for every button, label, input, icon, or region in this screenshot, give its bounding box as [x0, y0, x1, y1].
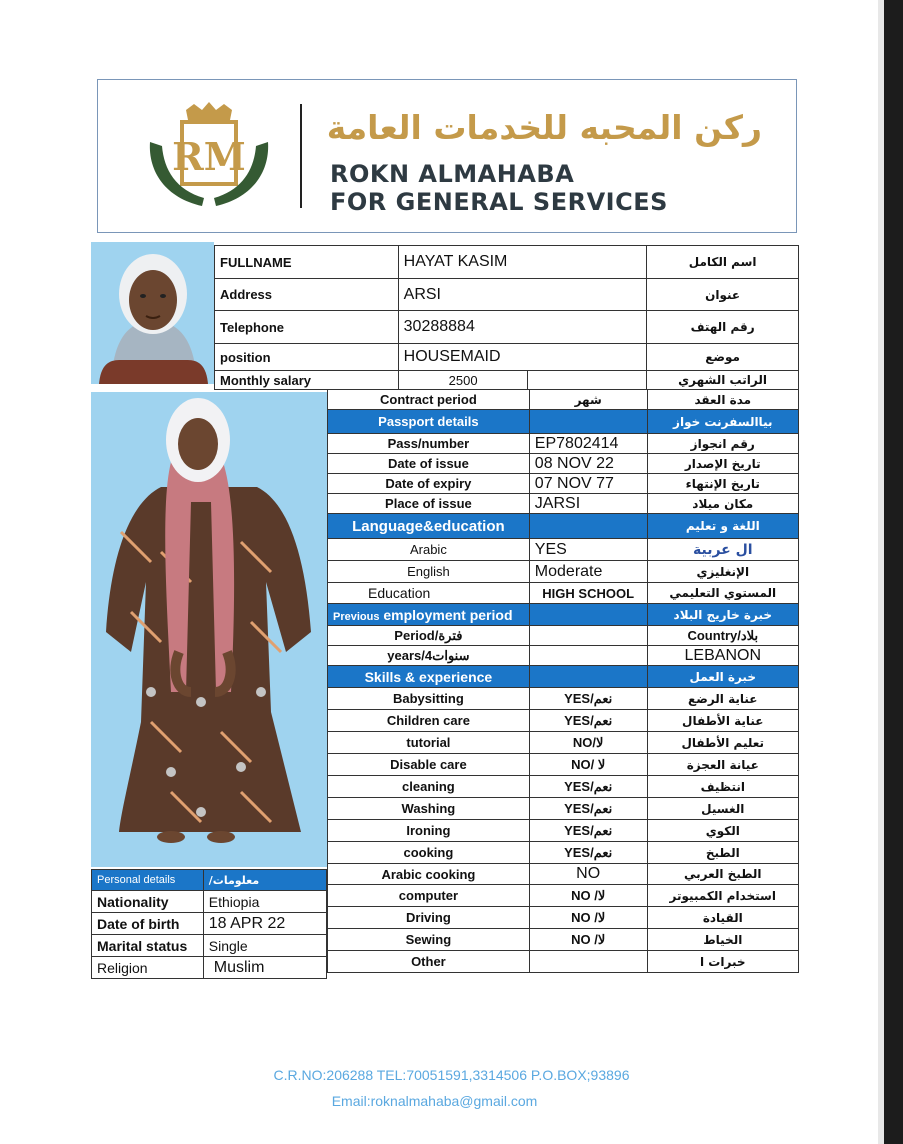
row-years — [328, 646, 799, 666]
skill-label-ar: عيانة العجزة — [647, 754, 798, 776]
footer-contact: C.R.NO:206288 TEL:70051591,3314506 P.O.BOX;93896 — [273, 1067, 630, 1083]
employment-title — [328, 604, 530, 626]
skill-row — [328, 798, 799, 820]
skill-value: NO — [529, 864, 647, 885]
value-marital: Single — [203, 935, 326, 957]
full-body-photo — [91, 392, 327, 867]
value-telephone: 30288884 — [398, 311, 647, 344]
skill-label-ar: عناية الرضع — [647, 688, 798, 710]
skill-label-ar: القيادة — [647, 907, 798, 929]
skill-label: tutorial — [328, 732, 530, 754]
skill-value: YES/نعم — [529, 776, 647, 798]
company-name-ar: ركن المحبه للخدمات العامة — [326, 108, 762, 147]
row-period — [328, 626, 799, 646]
value-nationality: Ethiopia — [203, 891, 326, 913]
skill-label: computer — [328, 885, 530, 907]
details-table — [327, 389, 799, 973]
value-position: HOUSEMAID — [398, 344, 647, 371]
label-nationality: Nationality — [92, 891, 204, 913]
label-place-ar: مكان ميلاد — [647, 494, 798, 514]
row-english — [328, 561, 799, 583]
skill-label: Babysitting — [328, 688, 530, 710]
portrait-photo — [91, 242, 214, 384]
salary-table — [214, 370, 799, 390]
row-telephone — [215, 311, 799, 344]
employment-header — [328, 604, 799, 626]
skill-row — [328, 776, 799, 798]
label-issue: Date of issue — [328, 454, 530, 474]
label-passnumber-ar: رقم انجواز — [647, 434, 798, 454]
skill-value: YES/نعم — [529, 820, 647, 842]
value-contract: شهر — [529, 390, 647, 410]
value-english: Moderate — [529, 561, 647, 583]
footer-email[interactable]: Email:roknalmahaba@gmail.com — [331, 1093, 538, 1109]
label-position-ar: موضع — [647, 344, 799, 371]
personal-title: Personal details — [92, 870, 204, 891]
employment-title-main: employment period — [383, 606, 513, 623]
label-english-ar: الإنغليزي — [647, 561, 798, 583]
personal-header — [92, 870, 327, 891]
skill-value: YES/نعم — [529, 688, 647, 710]
row-contract — [328, 390, 799, 410]
skill-value: YES/نعم — [529, 842, 647, 864]
skill-label: Driving — [328, 907, 530, 929]
label-education-ar: المستوي التعليمي — [647, 583, 798, 604]
skills-title: Skills & experience — [328, 666, 530, 688]
skill-label: cooking — [328, 842, 530, 864]
skill-label: Sewing — [328, 929, 530, 951]
skill-label-ar: عناية الأطفال — [647, 710, 798, 732]
skill-value: NO /لا — [529, 929, 647, 951]
employment-title-ar: خبرة خاريج البلاد — [647, 604, 798, 626]
label-address: Address — [215, 279, 399, 311]
skill-label-ar: انتظيف — [647, 776, 798, 798]
value-education: HIGH SCHOOL — [529, 583, 647, 604]
value-salary: 2500 — [398, 371, 528, 390]
label-expiry: Date of expiry — [328, 474, 530, 494]
skill-label: Disable care — [328, 754, 530, 776]
skill-label-ar: الكوي — [647, 820, 798, 842]
skill-value: NO/ لا — [529, 754, 647, 776]
skill-row — [328, 907, 799, 929]
skill-value: NO /لا — [529, 907, 647, 929]
row-fullname — [215, 246, 799, 279]
label-english: English — [328, 561, 530, 583]
label-years: years/سنوات4 — [328, 646, 530, 666]
label-telephone: Telephone — [215, 311, 399, 344]
skill-label: Children care — [328, 710, 530, 732]
skill-label: Arabic cooking — [328, 864, 530, 885]
company-logo — [146, 102, 272, 214]
row-position — [215, 344, 799, 371]
skill-row — [328, 842, 799, 864]
skill-row — [328, 820, 799, 842]
label-arabic-ar: ال عربية — [647, 539, 798, 561]
header-divider — [300, 104, 302, 208]
label-position: position — [215, 344, 399, 371]
row-nationality — [92, 891, 327, 913]
company-name-en-2: FOR GENERAL SERVICES — [330, 188, 668, 216]
skill-label-ar: تعليم الأطفال — [647, 732, 798, 754]
company-header — [97, 79, 797, 233]
value-country: LEBANON — [647, 646, 798, 666]
skill-value: NO/لا — [529, 732, 647, 754]
skill-row — [328, 864, 799, 885]
label-dob: Date of birth — [92, 913, 204, 935]
value-expiry: 07 NOV 77 — [529, 474, 647, 494]
skill-label-ar: استخدام الكمبيوتر — [647, 885, 798, 907]
row-religion — [92, 957, 327, 979]
row-arabic — [328, 539, 799, 561]
skill-label: cleaning — [328, 776, 530, 798]
value-issue: 08 NOV 22 — [529, 454, 647, 474]
row-address — [215, 279, 799, 311]
passport-header — [328, 410, 799, 434]
label-passnumber: Pass/number — [328, 434, 530, 454]
label-telephone-ar: رقم الهتف — [647, 311, 799, 344]
skill-label: Other — [328, 951, 530, 973]
skill-row — [328, 929, 799, 951]
label-expiry-ar: تاريخ الإنتهاء — [647, 474, 798, 494]
passport-title-ar: بياالسفرنت خواز — [647, 410, 798, 434]
label-marital: Marital status — [92, 935, 204, 957]
skill-row — [328, 688, 799, 710]
value-place: JARSI — [529, 494, 647, 514]
label-address-ar: عنوان — [647, 279, 799, 311]
label-education: Education — [328, 583, 530, 604]
skill-label: Washing — [328, 798, 530, 820]
skill-value: YES/نعم — [529, 798, 647, 820]
label-contract-ar: مدة العقد — [647, 390, 798, 410]
language-title: Language&education — [328, 514, 530, 539]
skill-row — [328, 951, 799, 973]
label-contract: Contract period — [328, 390, 530, 410]
skill-row — [328, 885, 799, 907]
value-address: ARSI — [398, 279, 647, 311]
scrollbar[interactable] — [884, 0, 903, 1144]
skill-label-ar: الخياط — [647, 929, 798, 951]
row-issue — [328, 454, 799, 474]
row-education — [328, 583, 799, 604]
employment-title-prefix: Previous — [333, 610, 380, 623]
skill-label-ar: خبرات ا — [647, 951, 798, 973]
personal-table — [91, 869, 327, 979]
value-religion: Muslim — [203, 957, 326, 979]
personal-title-ar: معلومات/ — [203, 870, 326, 891]
label-period: Period/فترة — [328, 626, 530, 646]
row-salary — [215, 371, 799, 390]
skill-label: Ironing — [328, 820, 530, 842]
value-arabic: YES — [529, 539, 647, 561]
skill-row — [328, 732, 799, 754]
skill-value: YES/نعم — [529, 710, 647, 732]
label-salary-ar: الراتب الشهري — [647, 371, 799, 390]
skills-header — [328, 666, 799, 688]
value-fullname: HAYAT KASIM — [398, 246, 647, 279]
label-salary: Monthly salary — [215, 371, 399, 390]
skill-value — [529, 951, 647, 973]
label-arabic: Arabic — [328, 539, 530, 561]
logo-text: RM — [172, 134, 246, 179]
language-header — [328, 514, 799, 539]
label-issue-ar: تاريخ الإصدار — [647, 454, 798, 474]
label-fullname: FULLNAME — [215, 246, 399, 279]
passport-title: Passport details — [328, 410, 530, 434]
skill-label-ar: الغسيل — [647, 798, 798, 820]
row-expiry — [328, 474, 799, 494]
skill-value: NO /لا — [529, 885, 647, 907]
company-name-en-1: ROKN ALMAHABA — [330, 160, 575, 188]
value-passnumber: EP7802414 — [529, 434, 647, 454]
row-dob — [92, 913, 327, 935]
skill-label-ar: الطبخ — [647, 842, 798, 864]
row-place — [328, 494, 799, 514]
skill-row — [328, 754, 799, 776]
row-marital — [92, 935, 327, 957]
label-religion: Religion — [92, 957, 204, 979]
label-country: Country/بلاد — [647, 626, 798, 646]
skill-label-ar: الطبخ العربي — [647, 864, 798, 885]
label-place: Place of issue — [328, 494, 530, 514]
row-passnumber — [328, 434, 799, 454]
label-fullname-ar: اسم الكامل — [647, 246, 799, 279]
language-title-ar: اللغة و تعليم — [647, 514, 798, 539]
skill-row — [328, 710, 799, 732]
top-info-table — [214, 245, 799, 371]
value-dob: 18 APR 22 — [203, 913, 326, 935]
skills-title-ar: خبرة العمل — [647, 666, 798, 688]
